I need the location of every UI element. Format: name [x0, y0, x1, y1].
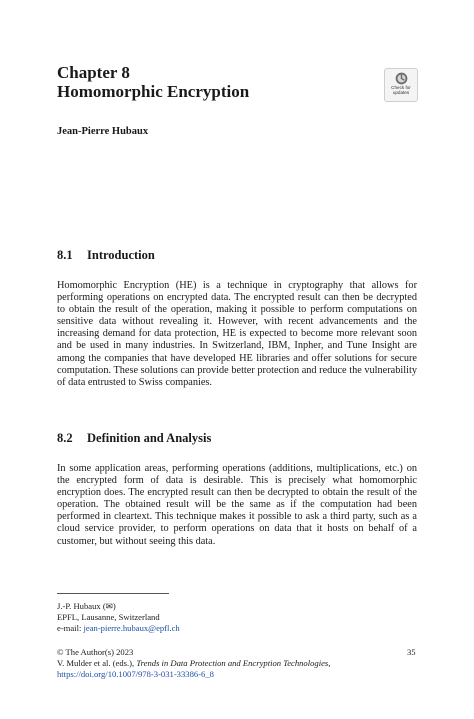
email-link[interactable]: jean-pierre.hubaux@epfl.ch	[83, 623, 180, 633]
doi-link[interactable]: https://doi.org/10.1007/978-3-031-33386-6_8	[57, 669, 214, 679]
footnote-divider	[57, 593, 169, 594]
citation-editors: V. Mulder et al. (eds.),	[57, 658, 135, 668]
citation-line	[57, 658, 330, 669]
section-title: Definition and Analysis	[87, 431, 212, 445]
chapter-label: Chapter 8	[57, 63, 130, 82]
introduction-paragraph: Homomorphic Encryption (HE) is a technique in cryptography that allows for performing operations on encrypted data. The encrypted result can then be decrypted to obtain the result of the operation, making it possible to perform computations on sensitive data without revealing it. However, with recent advancements and the increasing demand for data protection, HE is expected to become more relevant soon and be used in many industries. In Switzerland, IBM, Inpher, and Tune Insight are among the companies that have developed HE libraries and offer solutions for secure computation. These solutions can provide better protection and reduce the vulnerability of data entrusted to Swiss companies.	[57, 280, 417, 388]
author-name: Jean-Pierre Hubaux	[57, 126, 149, 137]
badge-text-line2: updates	[392, 90, 410, 95]
footnote-email-line	[57, 623, 180, 634]
email-label: e-mail:	[57, 623, 82, 633]
footnote-affiliation: EPFL, Lausanne, Switzerland	[57, 612, 160, 622]
check-for-updates-badge[interactable]	[384, 68, 418, 102]
section-number: 8.2	[57, 431, 73, 445]
check-for-updates-icon	[395, 72, 408, 85]
section-number: 8.1	[57, 248, 73, 262]
section-title: Introduction	[87, 248, 155, 262]
section-heading-introduction	[57, 248, 155, 263]
section-heading-definition	[57, 431, 211, 446]
chapter-title: Homomorphic Encryption	[57, 82, 250, 101]
page-number: 35	[407, 647, 416, 657]
citation-book-title: Trends in Data Protection and Encryption Technologies	[136, 658, 329, 668]
copyright-notice: © The Author(s) 2023	[57, 647, 134, 657]
badge-text-line1: Check for	[391, 85, 411, 90]
definition-paragraph: In some application areas, performing operations (additions, multiplications, etc.) on the encrypted form of data is desirable. This is precisely what homomorphic encryption does. The encrypted result can then be decrypted to obtain the result of the operation. The obtained result will be the same as if the computation had been performed in cleartext. This technique makes it possible to ask a third party, such as a cloud service provider, to perform operations on data that it hosts on behalf of a customer, but without seeing this data.	[57, 463, 417, 547]
footnote-author: J.-P. Hubaux (✉)	[57, 601, 116, 611]
citation-comma: ,	[328, 658, 331, 668]
